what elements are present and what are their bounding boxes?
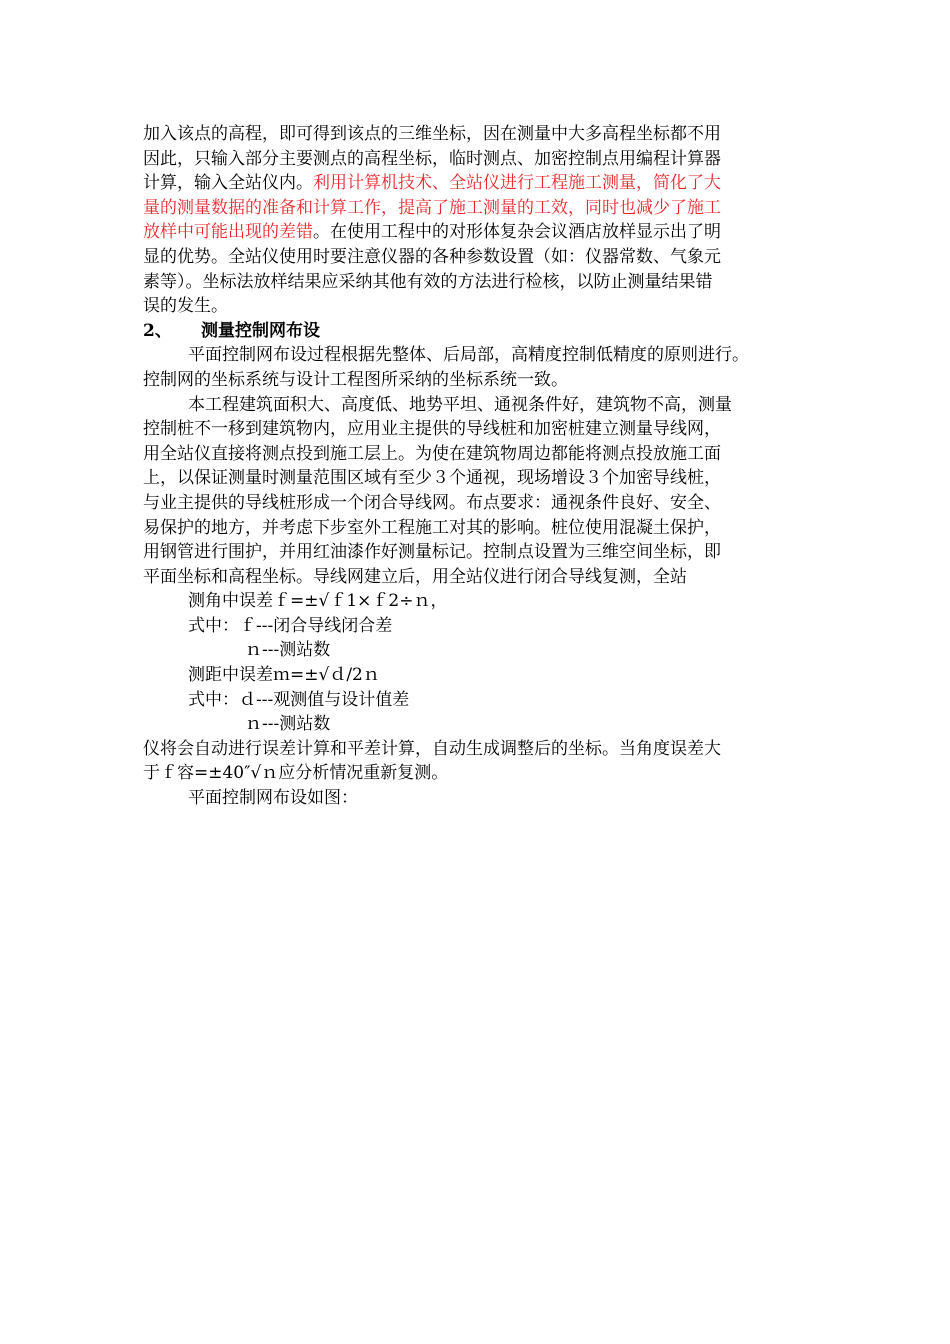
text-line (143, 171, 823, 196)
text-line: 平面控制网布设过程根据先整体、后局部，高精度控制低精度的原则进行。 (188, 345, 749, 366)
formula-definition: 式中：ｆ---闭合导线闭合差 (188, 615, 393, 636)
text-line: 上，以保证测量时测量范围区域有至少３个通视，现场增设３个加密导线桩， (143, 468, 721, 489)
text-span: 计算，输入全站仪内。 (143, 173, 313, 194)
document-body (143, 122, 823, 811)
text-line (143, 220, 823, 245)
paragraph-total-station (143, 122, 823, 319)
formula-block (143, 589, 823, 737)
text-line: 易保护的地方，并考虑下步室外工程施工对其的影响。桩位使用混凝土保护， (143, 517, 721, 538)
text-span: 。在使用工程中的对形体复杂会议酒店放样显示出了明 (313, 222, 721, 243)
paragraph-project-survey (143, 393, 823, 590)
text-line: 误的发生。 (143, 296, 228, 317)
text-line: 加入该点的高程，即可得到该点的三维坐标，因在测量中大多高程坐标都不用 (143, 124, 721, 144)
text-line: 因此，只输入部分主要测点的高程坐标，临时测点、加密控制点用编程计算器 (143, 148, 721, 169)
text-line: 素等）。坐标法放样结果应采纳其他有效的方法进行检核，以防止测量结果错 (143, 271, 713, 292)
formula-definition: ｎ---测站数 (245, 714, 331, 735)
section-heading (143, 319, 823, 344)
highlighted-text: 放样中可能出现的差错 (143, 222, 313, 243)
section-number: 2、 (143, 320, 172, 341)
text-line: 与业主提供的导线桩形成一个闭合导线网。布点要求：通视条件良好、安全、 (143, 492, 721, 513)
section-title: 测量控制网布设 (201, 320, 320, 341)
paragraph-control-principle (143, 343, 823, 392)
formula-definition: 式中：ｄ---观测值与设计值差 (188, 689, 410, 710)
text-line: 控制桩不一移到建筑物内，应用业主提供的导线桩和加密桩建立测量导线网， (143, 419, 721, 440)
figure-caption-lead: 平面控制网布设如图： (188, 788, 358, 809)
text-line: 本工程建筑面积大、高度低、地势平坦、通视条件好，建筑物不高，测量 (188, 394, 732, 415)
text-line: 于ｆ容=±40″√ｎ应分析情况重新复测。 (143, 763, 449, 784)
text-line: 控制网的坐标系统与设计工程图所采纳的坐标系统一致。 (143, 369, 568, 390)
text-line: 仪将会自动进行误差计算和平差计算，自动生成调整后的坐标。当角度误差大 (143, 738, 721, 759)
paragraph-adjustment (143, 737, 823, 811)
text-line: 用钢管进行围护，并用红油漆作好测量标记。控制点设置为三维空间坐标，即 (143, 542, 721, 563)
text-line: 显的优势。全站仪使用时要注意仪器的各种参数设置（如：仪器常数、气象元 (143, 246, 721, 267)
text-line: 平面坐标和高程坐标。导线网建立后，用全站仪进行闭合导线复测，全站 (143, 566, 687, 587)
formula-definition: ｎ---测站数 (245, 640, 331, 661)
highlighted-text: 利用计算机技术、全站仪进行工程施工测量，简化了大 (313, 173, 721, 194)
highlighted-text: 量的测量数据的准备和计算工作，提高了施工测量的工效，同时也减少了施工 (143, 197, 721, 218)
text-line: 用全站仪直接将测点投到施工层上。为使在建筑物周边都能将测点投放施工面 (143, 443, 721, 464)
distance-error-formula: 测距中误差ｍ=±√ｄ/2ｎ (188, 665, 380, 686)
angle-error-formula: 测角中误差ｆ=±√ｆ1×ｆ2÷ｎ， (188, 591, 448, 612)
